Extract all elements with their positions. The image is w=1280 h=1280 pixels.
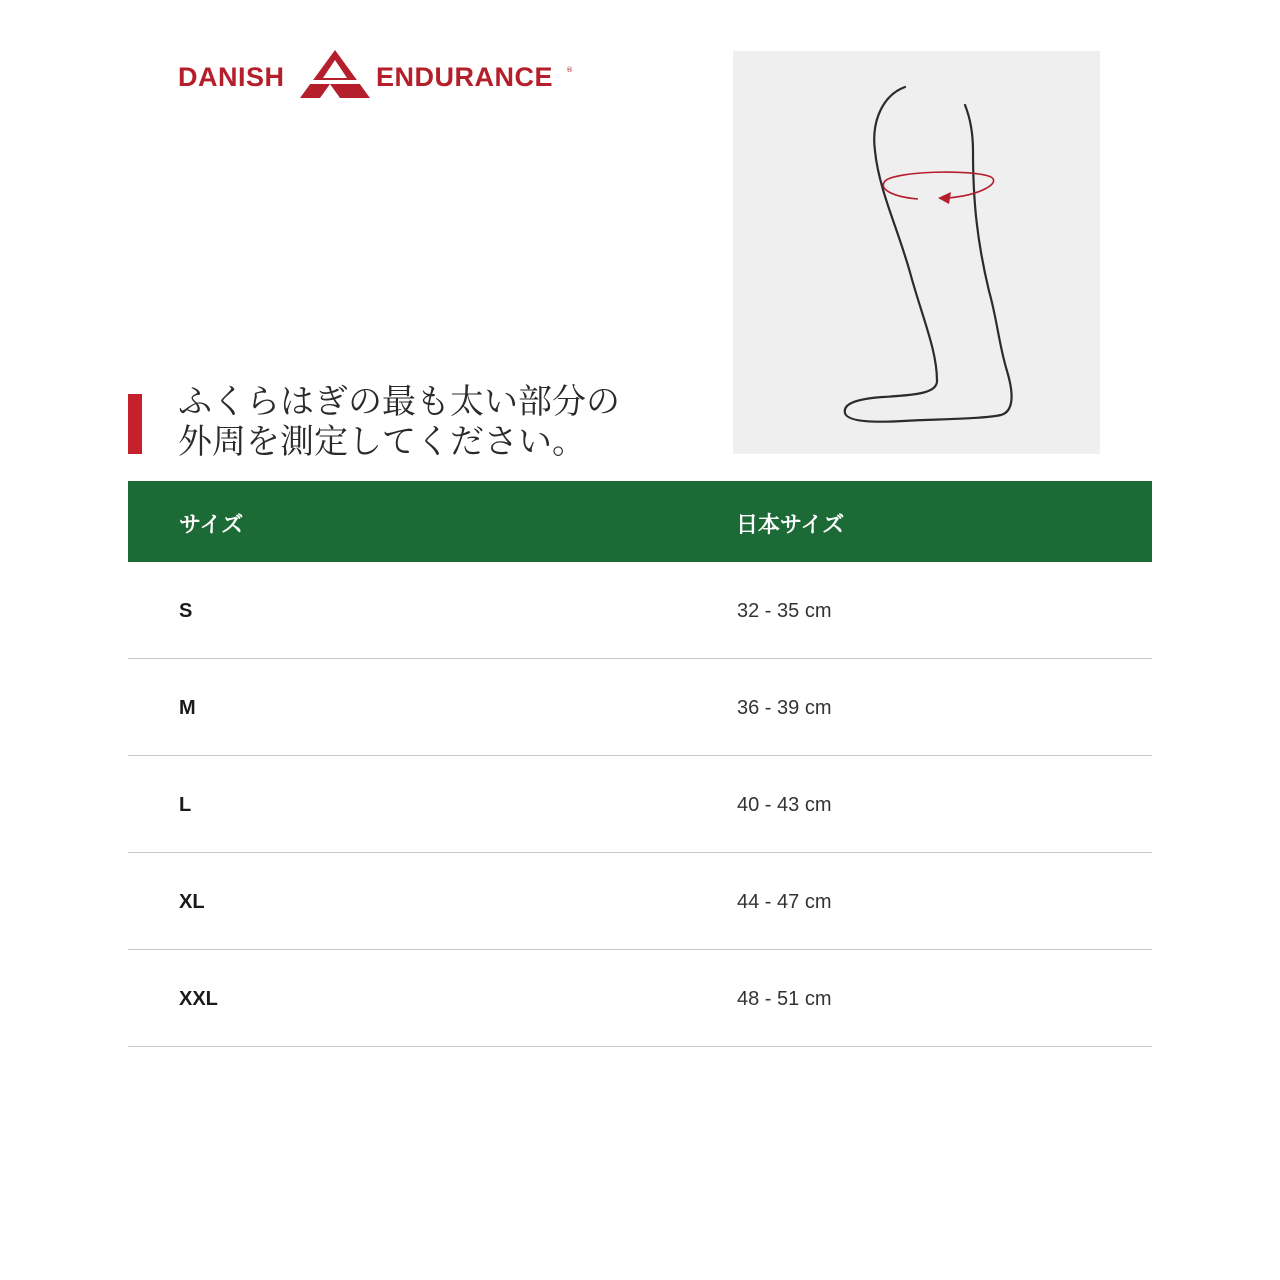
cell-jp-size: 32 - 35 cm xyxy=(737,600,832,622)
cell-size: XXL xyxy=(179,988,218,1010)
cell-jp-size: 48 - 51 cm xyxy=(737,988,832,1010)
table-header xyxy=(128,481,1152,562)
cell-size: L xyxy=(179,794,192,816)
table-row xyxy=(128,756,1152,853)
header-jp-size: 日本サイズ xyxy=(736,513,845,538)
header-size: サイズ xyxy=(179,513,244,538)
mountain-triangle-icon xyxy=(300,50,370,98)
cell-jp-size: 36 - 39 cm xyxy=(737,697,832,719)
leg-outline-icon xyxy=(733,51,1100,454)
cell-jp-size: 40 - 43 cm xyxy=(737,794,832,816)
brand-logo xyxy=(178,50,578,100)
accent-bar xyxy=(128,394,142,454)
size-table xyxy=(128,481,1152,1047)
instruction-line-1: ふくらはぎの最も太い部分の xyxy=(178,382,620,422)
instruction-line-2: 外周を測定してください。 xyxy=(178,422,586,462)
table-row xyxy=(128,659,1152,756)
cell-size: M xyxy=(179,697,196,719)
brand-word-left: DANISH xyxy=(178,62,285,92)
calf-measurement-illustration xyxy=(733,51,1100,454)
brand-word-right: ENDURANCE xyxy=(376,62,554,92)
measurement-instruction xyxy=(178,382,678,462)
cell-jp-size: 44 - 47 cm xyxy=(737,891,832,913)
trademark: ® xyxy=(566,66,573,74)
cell-size: S xyxy=(179,600,193,622)
table-row xyxy=(128,950,1152,1047)
table-row xyxy=(128,562,1152,659)
cell-size: XL xyxy=(179,891,205,913)
table-row xyxy=(128,853,1152,950)
